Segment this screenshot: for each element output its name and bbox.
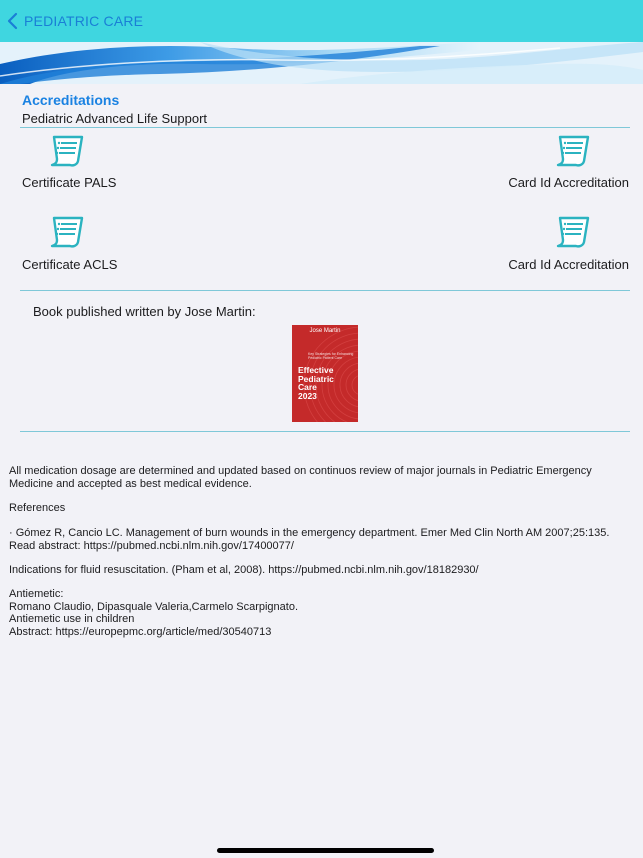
chevron-left-icon	[6, 12, 20, 30]
divider	[20, 431, 630, 432]
book-cover-image[interactable]	[292, 325, 358, 422]
cover-subtitle: Key Strategies for Enhancing Pediatric Patient Care	[308, 352, 354, 360]
certificate-icon[interactable]	[554, 134, 594, 168]
reference-1-link[interactable]: Read abstract: https://pubmed.ncbi.nlm.nih.gov/17400077/	[9, 539, 294, 552]
certificate-acls-link[interactable]: Certificate ACLS	[22, 257, 118, 272]
reference-2-text[interactable]: Indications for fluid resuscitation. (Pham et al, 2008). https://pubmed.ncbi.nlm.nih.gov/18182930/	[9, 564, 479, 576]
cover-title-line: 2023	[298, 390, 317, 401]
book-heading: Book published written by Jose Martin:	[33, 304, 256, 319]
divider	[20, 290, 630, 291]
reference-3-authors: Romano Claudio, Dipasquale Valeria,Carmelo Scarpignato.	[9, 600, 299, 613]
cover-author: Jose Martin	[309, 328, 341, 334]
back-button-label: PEDIATRIC CARE	[24, 13, 144, 29]
accreditations-title: Accreditations	[22, 92, 120, 108]
accreditations-subtitle: Pediatric Advanced Life Support	[22, 111, 208, 126]
certificate-icon[interactable]	[48, 215, 88, 249]
reference-1-text: · Gómez R, Cancio LC. Management of burn wounds in the emergency department. Emer Med Clin North AM 2007;25:135.	[9, 527, 610, 539]
certificate-icon[interactable]	[48, 134, 88, 168]
card-id-accreditation-link-2[interactable]: Card Id Accreditation	[508, 257, 629, 272]
cover-title	[298, 366, 354, 400]
cover-title-line: Care	[298, 382, 317, 392]
navigation-bar	[0, 0, 643, 42]
reference-3-title: Antiemetic use in children	[9, 613, 135, 625]
reference-3-link[interactable]: Abstract: https://europepmc.org/article/med/30540713	[9, 625, 272, 638]
certificate-pals-link[interactable]: Certificate PALS	[22, 175, 117, 190]
cover-title-line: Effective	[298, 365, 334, 375]
header-banner	[0, 42, 643, 84]
card-id-accreditation-link[interactable]: Card Id Accreditation	[508, 175, 629, 190]
references-label: References	[9, 502, 66, 514]
certificate-icon[interactable]	[554, 215, 594, 249]
cover-title-line: Pediatric	[298, 373, 334, 384]
home-indicator[interactable]	[217, 848, 434, 853]
dosage-disclaimer: All medication dosage are determined and updated based on continuos review of major journals in Pediatric Emergency Medicine and accepted as best medical evidence.	[9, 465, 592, 490]
back-button[interactable]	[6, 10, 143, 32]
wave-banner-image	[0, 42, 643, 84]
divider	[20, 127, 630, 128]
reference-3-label: Antiemetic:	[9, 588, 64, 600]
